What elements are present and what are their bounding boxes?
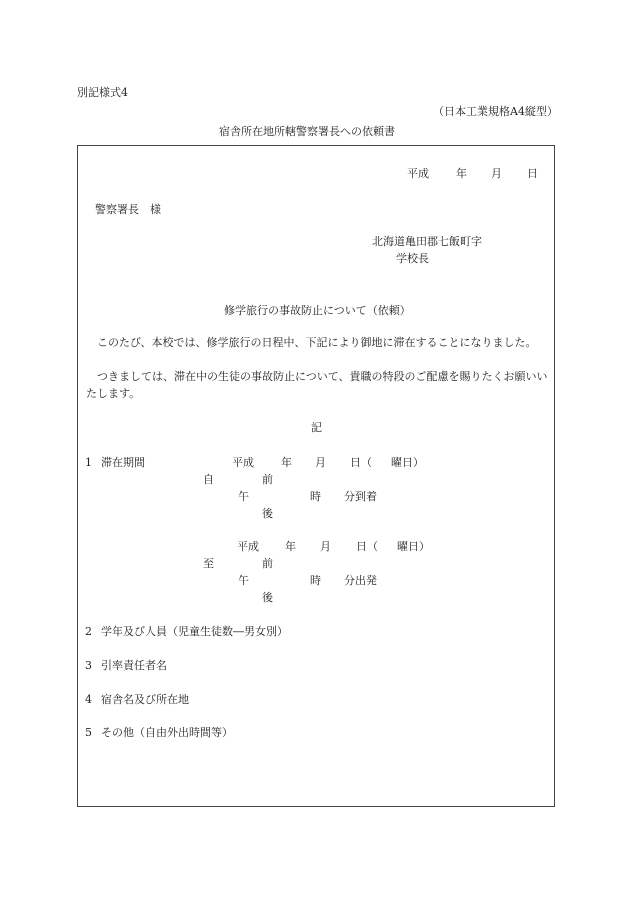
from-era: 平成 — [232, 456, 254, 469]
letter-frame — [77, 145, 555, 807]
date-month-unit: 月 — [491, 167, 502, 180]
from-hour: 時 — [310, 490, 321, 503]
sender-address: 北海道亀田郡七飯町字 — [372, 235, 482, 248]
to-month: 月 — [320, 540, 331, 553]
item-3-label: 引率責任者名 — [101, 659, 167, 672]
from-pm: 後 — [262, 507, 273, 520]
to-noon: 午 — [238, 574, 249, 587]
from-noon: 午 — [238, 490, 249, 503]
to-pm: 後 — [262, 591, 273, 604]
item-5-label: その他（自由外出時間等） — [101, 726, 233, 739]
to-year: 年 — [285, 540, 296, 553]
from-minute-action: 分到着 — [344, 490, 377, 503]
to-marker: 至 — [203, 557, 214, 570]
from-marker: 自 — [203, 473, 214, 486]
item-4-label: 宿舎名及び所在地 — [101, 693, 189, 706]
paper-spec: （日本工業規格A4縦型） — [433, 105, 558, 118]
to-era: 平成 — [237, 540, 259, 553]
item-5-number: 5 — [85, 726, 92, 739]
subject: 修学旅行の事故防止について（依頼） — [224, 304, 411, 317]
document-title: 宿舎所在地所轄警察署長への依頼書 — [219, 125, 395, 138]
from-am: 前 — [262, 473, 273, 486]
date-day-unit: 日 — [527, 167, 538, 180]
item-1-label: 滞在期間 — [101, 456, 145, 469]
ki-heading: 記 — [311, 421, 322, 434]
item-1-number: 1 — [85, 456, 92, 469]
date-year-unit: 年 — [456, 167, 467, 180]
item-3-number: 3 — [85, 659, 92, 672]
item-4-number: 4 — [85, 693, 92, 706]
item-2-number: 2 — [85, 625, 92, 638]
to-am: 前 — [262, 557, 273, 570]
to-minute-action: 分出発 — [344, 574, 377, 587]
from-day: 日（ — [350, 456, 372, 469]
to-day: 日（ — [356, 540, 378, 553]
sender-title: 学校長 — [396, 252, 429, 265]
addressee: 警察署長 様 — [95, 203, 161, 216]
from-month: 月 — [315, 456, 326, 469]
body-paragraph-1: このたび、本校では、修学旅行の日程中、下記により御地に滞在することになりました。 — [97, 336, 537, 349]
body-paragraph-2: つきましては、滞在中の生徒の事故防止について、貴職の特段のご配慮を賜りたくお願いいたします。 — [86, 370, 548, 400]
item-2-label: 学年及び人員（児童生徒数―男女別） — [101, 625, 288, 638]
from-year: 年 — [281, 456, 292, 469]
form-number: 別記様式4 — [77, 86, 128, 99]
from-weekday: 曜日） — [391, 456, 424, 469]
to-weekday: 曜日） — [397, 540, 430, 553]
date-era: 平成 — [407, 167, 429, 180]
to-hour: 時 — [310, 574, 321, 587]
